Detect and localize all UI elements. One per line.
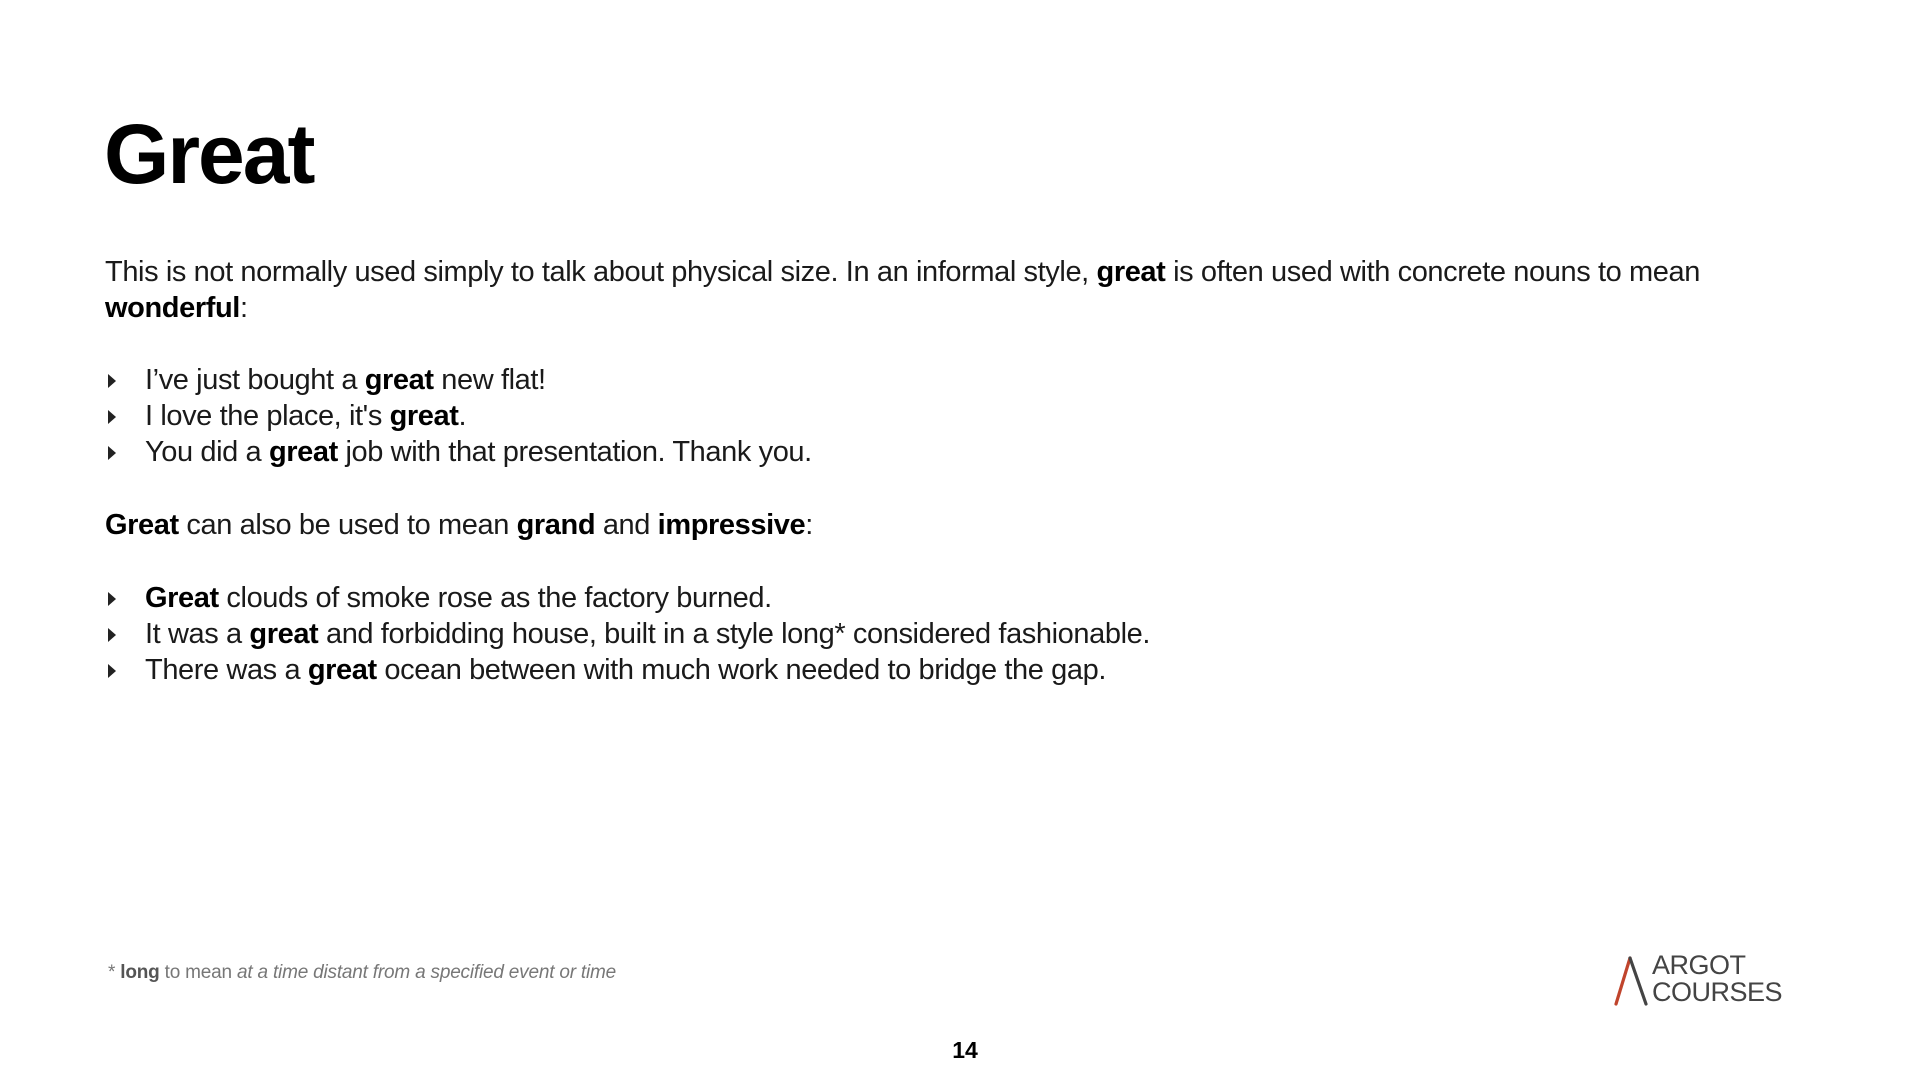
bullet-triangle-icon xyxy=(108,628,116,642)
slide-body xyxy=(105,254,1805,688)
list-item xyxy=(105,616,1805,652)
intro-text-3: : xyxy=(239,292,248,324)
item-text-bold: great xyxy=(364,364,434,396)
second-text-2: and xyxy=(595,509,658,541)
bullet-triangle-icon xyxy=(108,446,116,460)
list-item xyxy=(105,652,1805,688)
logo-text xyxy=(1652,952,1782,1006)
page-number: 14 xyxy=(952,1037,978,1063)
item-text-post: . xyxy=(458,400,467,432)
example-list-2 xyxy=(105,580,1805,688)
item-text-bold: great xyxy=(249,618,319,650)
second-bold-impressive: impressive xyxy=(657,509,806,541)
bullet-triangle-icon xyxy=(108,374,116,388)
item-text-bold: great xyxy=(268,436,338,468)
item-text-pre: I’ve just bought a xyxy=(145,364,365,396)
item-text-pre: There was a xyxy=(145,654,308,686)
item-text-bold: great xyxy=(307,654,377,686)
item-text-bold: Great xyxy=(145,582,219,614)
intro-paragraph xyxy=(105,254,1805,326)
footnote-definition: at a time distant from a specified event or time xyxy=(237,962,617,983)
intro-text-2: is often used with concrete nouns to mean xyxy=(1165,256,1700,288)
intro-text-1: This is not normally used simply to talk about physical size. In an informal style, xyxy=(105,256,1097,288)
second-paragraph xyxy=(105,507,1805,543)
footnote xyxy=(108,962,616,984)
argot-courses-logo xyxy=(1612,952,1792,1008)
footnote-mid: to mean xyxy=(159,962,237,983)
logo-line-1: ARGOT xyxy=(1652,950,1746,980)
logo-line-2: COURSES xyxy=(1652,977,1783,1007)
second-bold-grand: grand xyxy=(516,509,596,541)
item-text-post: job with that presentation. Thank you. xyxy=(337,436,812,468)
slide-title: Great xyxy=(104,107,314,201)
list-item xyxy=(105,362,1805,398)
item-text-post: new flat! xyxy=(433,364,546,396)
item-text-post: clouds of smoke rose as the factory burned. xyxy=(218,582,772,614)
list-item xyxy=(105,580,1805,616)
example-list-1 xyxy=(105,362,1805,470)
footnote-star: * xyxy=(108,962,121,983)
item-text-bold: great xyxy=(389,400,459,432)
item-text-pre: You did a xyxy=(145,436,269,468)
intro-bold-great: great xyxy=(1096,256,1166,288)
footnote-term: long xyxy=(120,962,160,983)
bullet-triangle-icon xyxy=(108,410,116,424)
list-item xyxy=(105,398,1805,434)
intro-bold-wonderful: wonderful xyxy=(105,292,240,324)
bullet-triangle-icon xyxy=(108,592,116,606)
lambda-mark-icon xyxy=(1612,956,1652,1006)
item-text-pre: I love the place, it's xyxy=(145,400,390,432)
bullet-triangle-icon xyxy=(108,664,116,678)
item-text-post: and forbidding house, built in a style long* considered fashionable. xyxy=(318,618,1151,650)
second-bold-great: Great xyxy=(105,509,179,541)
item-text-post: ocean between with much work needed to bridge the gap. xyxy=(376,654,1107,686)
item-text-pre: It was a xyxy=(145,618,250,650)
second-text-1: can also be used to mean xyxy=(178,509,517,541)
list-item xyxy=(105,434,1805,470)
second-text-3: : xyxy=(805,509,813,541)
